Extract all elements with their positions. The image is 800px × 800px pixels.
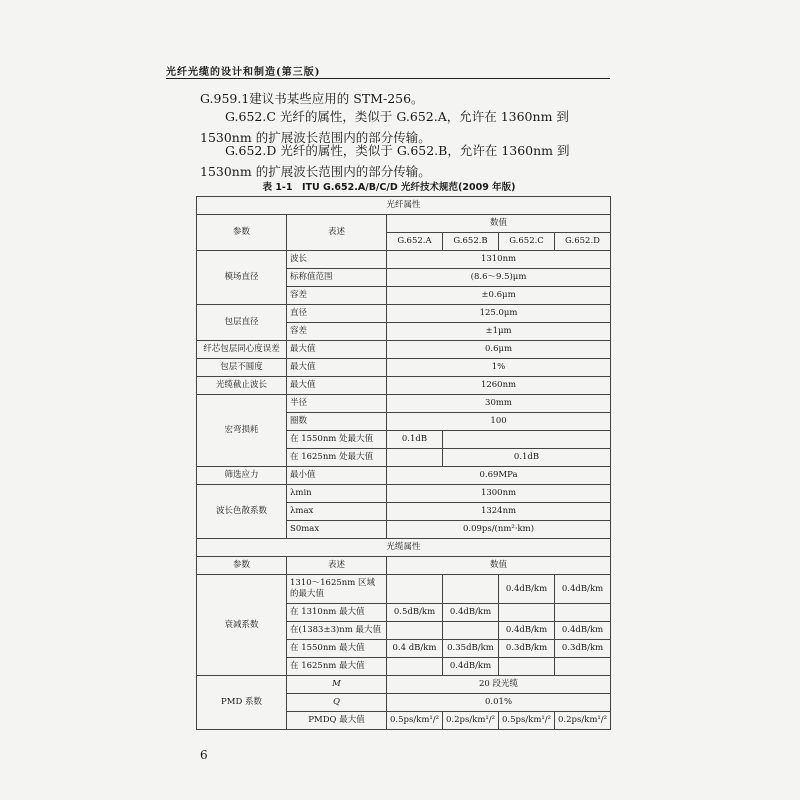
desc: λmin: [287, 485, 387, 503]
category-c: G.652.C: [499, 233, 555, 251]
value: 1260nm: [387, 377, 611, 395]
empty-cell: [387, 622, 443, 640]
empty-cell: [387, 658, 443, 676]
value: 0.4 dB/km: [387, 640, 443, 658]
desc: 容差: [287, 323, 387, 341]
desc: 在 1310nm 最大值: [287, 604, 387, 622]
value: 0.5ps/km¹/²: [499, 712, 555, 730]
desc: 在 1625nm 处最大值: [287, 449, 387, 467]
value: 20 段光缆: [387, 676, 611, 694]
desc: 在 1550nm 最大值: [287, 640, 387, 658]
category-a: G.652.A: [387, 233, 443, 251]
param-dispersion: 波长色散系数: [197, 485, 287, 539]
desc: S0max: [287, 521, 387, 539]
param-cladding: 包层直径: [197, 305, 287, 341]
value: 0.4dB/km: [555, 575, 611, 604]
desc: 最小值: [287, 467, 387, 485]
desc: 最大值: [287, 377, 387, 395]
desc: 1310～1625nm 区域的最大值: [287, 575, 387, 604]
param-cladding-noncircularity: 包层不圆度: [197, 359, 287, 377]
header-param: 参数: [197, 215, 287, 251]
section-fiber: 光纤属性: [197, 197, 611, 215]
empty-cell: [499, 658, 555, 676]
value: 1310nm: [387, 251, 611, 269]
value: 0.5ps/km¹/²: [387, 712, 443, 730]
empty-cell: [387, 575, 443, 604]
value: 0.4dB/km: [499, 622, 555, 640]
value: 1%: [387, 359, 611, 377]
value: 125.0μm: [387, 305, 611, 323]
paragraph-3: G.652.D 光纤的属性，类似于 G.652.B，允许在 1360nm 到 1530nm 的扩展波长范围内的部分传输。: [200, 143, 570, 179]
desc: 标称值范围: [287, 269, 387, 287]
param-mfd: 模场直径: [197, 251, 287, 305]
value: 0.01%: [387, 694, 611, 712]
paragraph-2: G.652.C 光纤的属性，类似于 G.652.A，允许在 1360nm 到 1530nm 的扩展波长范围内的部分传输。: [200, 109, 569, 145]
desc: 波长: [287, 251, 387, 269]
value: 100: [387, 413, 611, 431]
value: 0.4dB/km: [443, 658, 499, 676]
desc: 最大值: [287, 341, 387, 359]
category-d: G.652.D: [555, 233, 611, 251]
value: 0.35dB/km: [443, 640, 499, 658]
value: (8.6～9.5)μm: [387, 269, 611, 287]
empty-cell: [443, 575, 499, 604]
value: ±1μm: [387, 323, 611, 341]
value: 0.09ps/(nm²·km): [387, 521, 611, 539]
value: ±0.6μm: [387, 287, 611, 305]
desc: 在 1625nm 最大值: [287, 658, 387, 676]
desc: 在(1383±3)nm 最大值: [287, 622, 387, 640]
fiber-spec-table: [196, 196, 611, 730]
running-header: 光纤光缆的设计和制造(第三版): [166, 63, 610, 79]
empty-cell: [387, 449, 443, 467]
desc: 直径: [287, 305, 387, 323]
page-number: 6: [200, 748, 208, 762]
param-macrobend: 宏弯损耗: [197, 395, 287, 467]
value: 0.2ps/km¹/²: [555, 712, 611, 730]
value: 0.3dB/km: [555, 640, 611, 658]
header-desc: 表述: [287, 557, 387, 575]
param-attenuation: 衰减系数: [197, 575, 287, 676]
section-cable: 光缆属性: [197, 539, 611, 557]
desc: PMDQ 最大值: [287, 712, 387, 730]
value: 0.1dB: [443, 449, 611, 467]
param-core-concentricity: 纤芯包层同心度误差: [197, 341, 287, 359]
empty-cell: [443, 431, 611, 449]
header-value: 数值: [387, 557, 611, 575]
header-value: 数值: [387, 215, 611, 233]
desc: Q: [287, 694, 387, 712]
param-cutoff: 光缆截止波长: [197, 377, 287, 395]
desc: 最大值: [287, 359, 387, 377]
value: 0.4dB/km: [443, 604, 499, 622]
value: 0.4dB/km: [499, 575, 555, 604]
value: 0.1dB: [387, 431, 443, 449]
empty-cell: [555, 658, 611, 676]
value: 0.2ps/km¹/²: [443, 712, 499, 730]
param-pmd: PMD 系数: [197, 676, 287, 730]
value: 0.4dB/km: [555, 622, 611, 640]
desc: M: [287, 676, 387, 694]
empty-cell: [499, 604, 555, 622]
header-desc: 表述: [287, 215, 387, 251]
desc: 圈数: [287, 413, 387, 431]
empty-cell: [443, 622, 499, 640]
header-param: 参数: [197, 557, 287, 575]
desc: 半径: [287, 395, 387, 413]
table-caption: 表 1-1 ITU G.652.A/B/C/D 光纤技术规范(2009 年版): [262, 182, 516, 193]
value: 0.6μm: [387, 341, 611, 359]
value: 0.5dB/km: [387, 604, 443, 622]
param-proof-stress: 筛选应力: [197, 467, 287, 485]
value: 30mm: [387, 395, 611, 413]
value: 1324nm: [387, 503, 611, 521]
value: 0.3dB/km: [499, 640, 555, 658]
value: 0.69MPa: [387, 467, 611, 485]
empty-cell: [555, 604, 611, 622]
value: 1300nm: [387, 485, 611, 503]
desc: λmax: [287, 503, 387, 521]
paragraph-1: G.959.1建议书某些应用的 STM-256。: [200, 91, 424, 106]
category-b: G.652.B: [443, 233, 499, 251]
desc: 在 1550nm 处最大值: [287, 431, 387, 449]
desc: 容差: [287, 287, 387, 305]
